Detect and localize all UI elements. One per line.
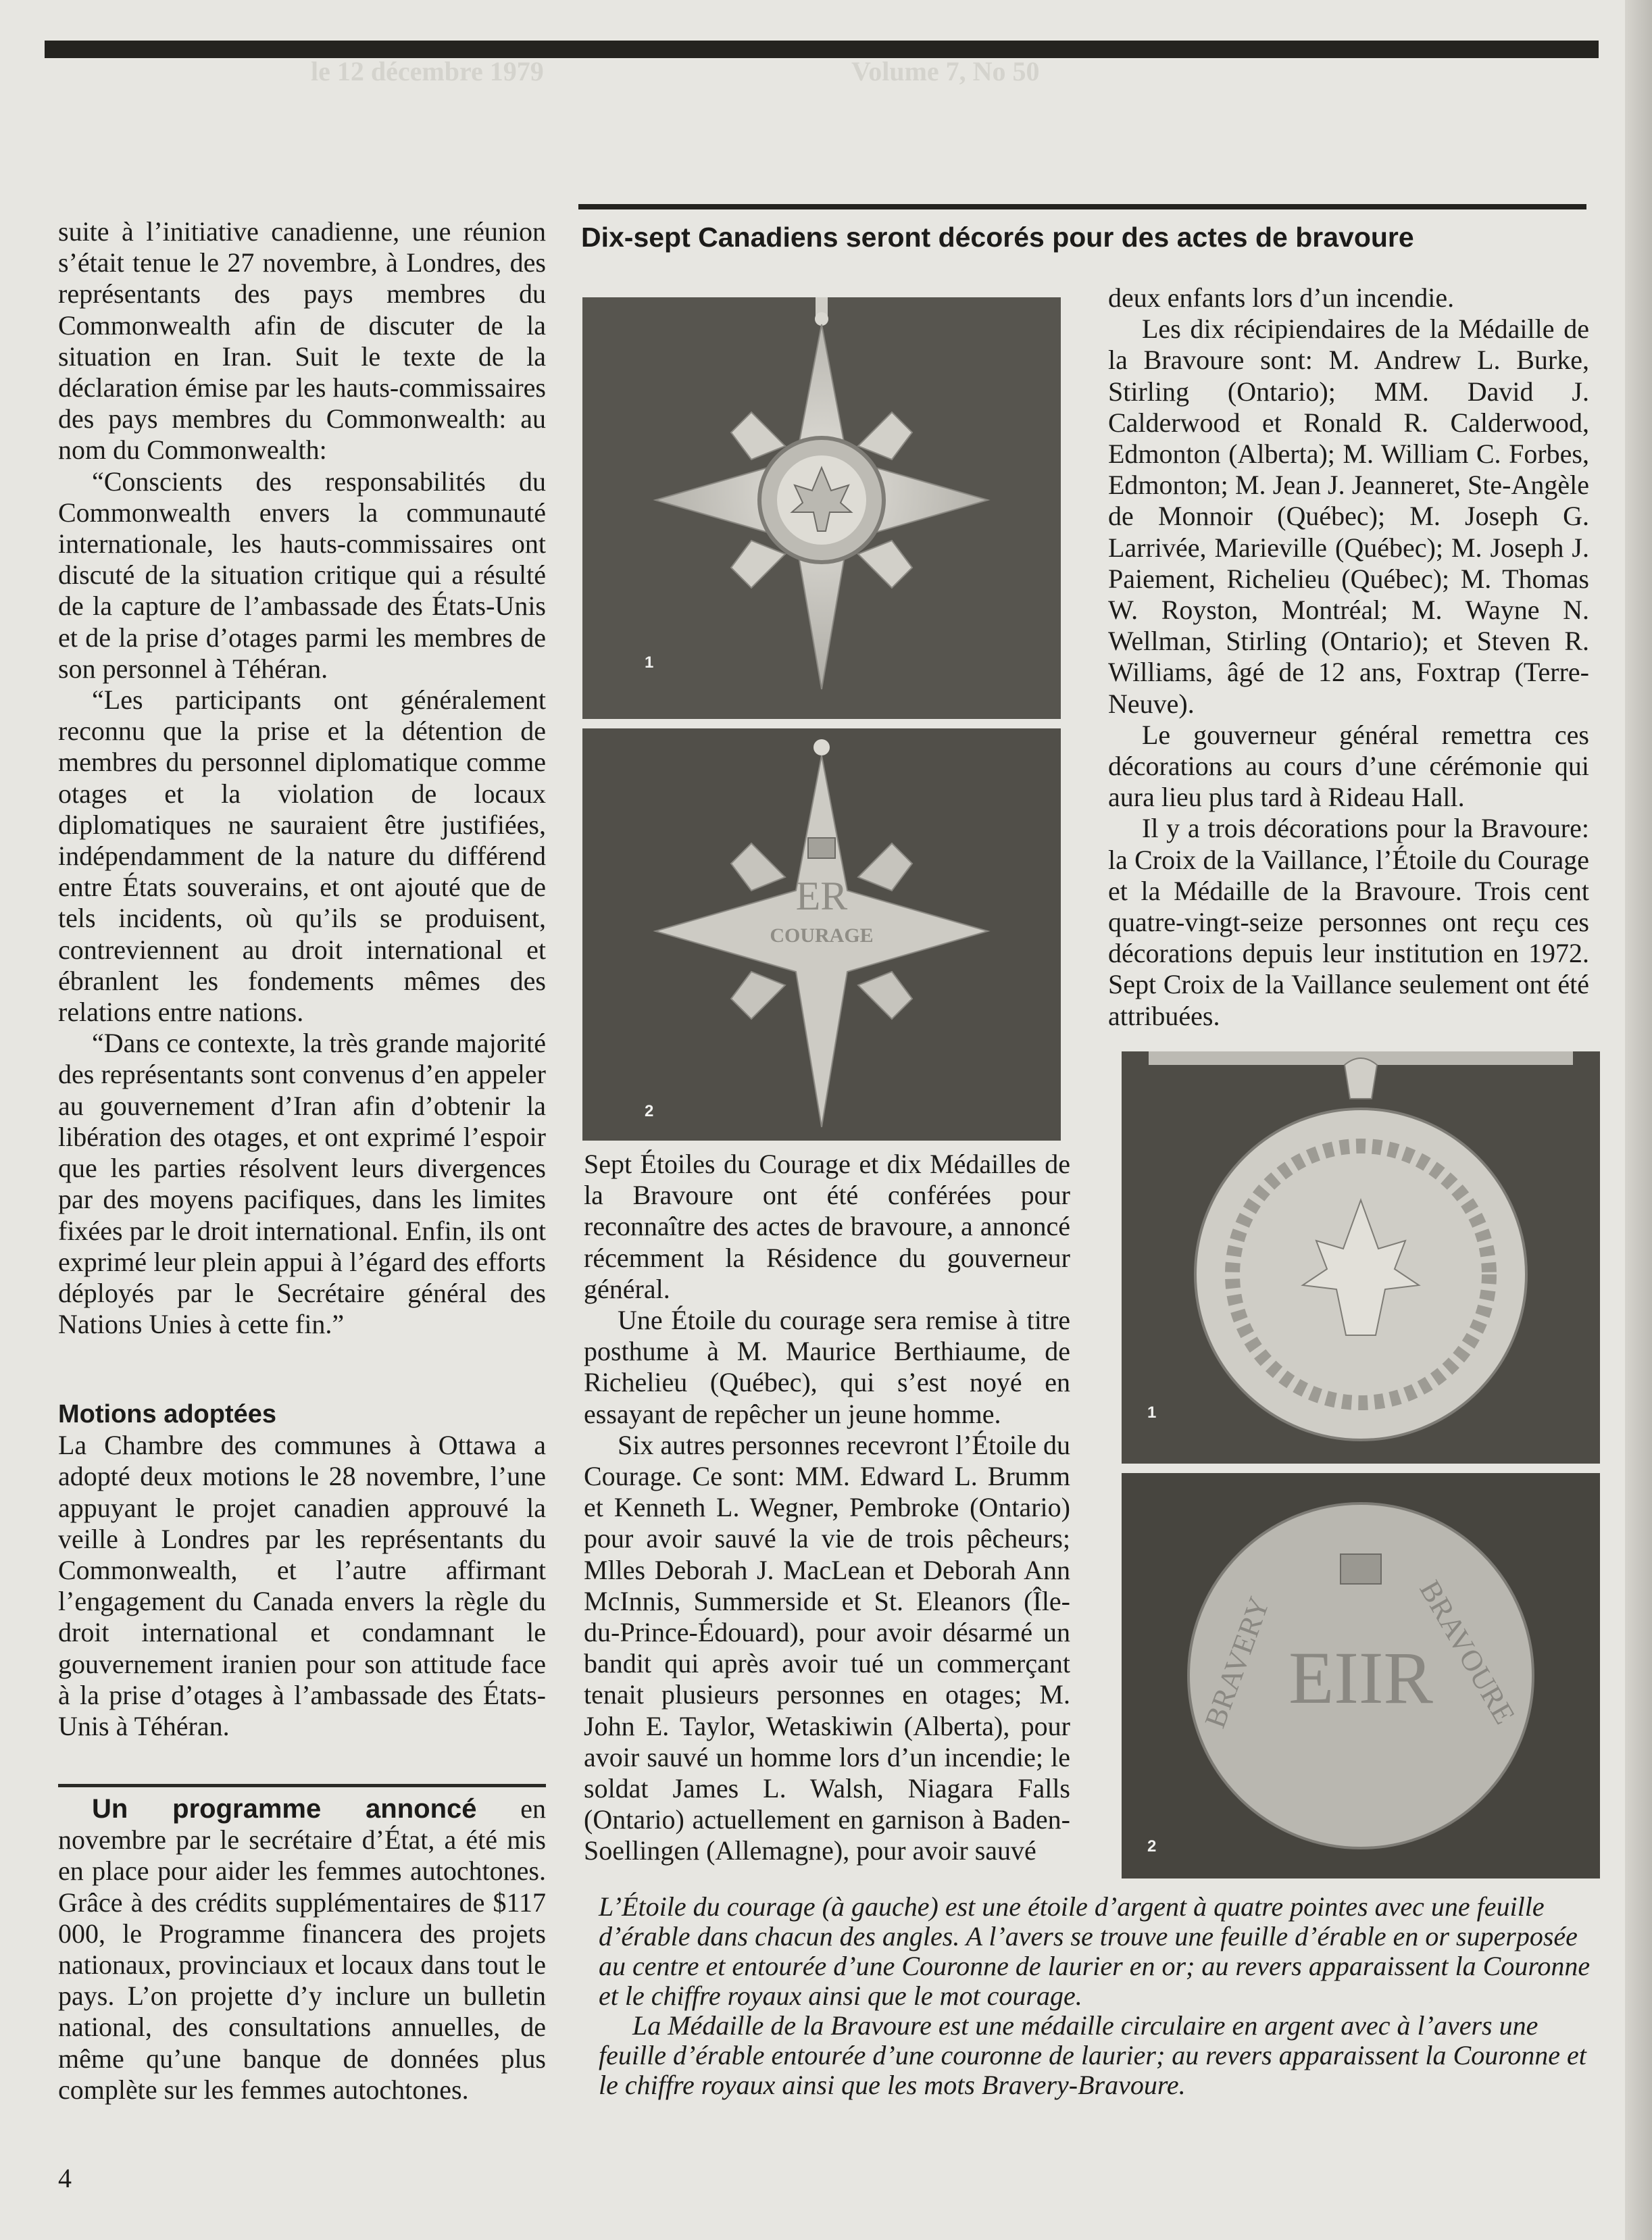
- medal-reverse-image: [1122, 1473, 1600, 1878]
- paragraph: suite à l’initiative canadienne, une réunion s’était tenue le 27 novembre, à Londres, des représentants des pays membres du Commonwealth afin de discuter de la situation en Iran. Suit le texte de la déclaration émise par les hauts-commissaires des pays membres du Commonwealth: au nom du Commonwealth:: [58, 216, 546, 466]
- star-obverse-image: [582, 297, 1061, 719]
- photo-number: 2: [1147, 1837, 1157, 1856]
- photo-number: 1: [645, 653, 654, 672]
- paragraph: Sept Étoiles du Courage et dix Médailles de la Bravoure ont été conférées pour reconnaître des actes de bravoure, a annoncé récemment la Résidence du gouverneur général.: [584, 1149, 1070, 1304]
- paragraph: Il y a trois décorations pour la Bravoure: la Croix de la Vaillance, l’Étoile du Courage et la Médaille de la Bravoure. Trois cent quatre-vingt-seize personnes ont reçu ces décorations depuis leur institution en 1972. Sept Croix de la Vaillance seulement ont été attribuées.: [1108, 813, 1589, 1031]
- brief-section: [58, 1793, 546, 2106]
- star-of-courage-obverse-photo: [582, 297, 1061, 719]
- medal-of-bravery-obverse-photo: [1122, 1051, 1600, 1464]
- brief-divider: [58, 1784, 546, 1787]
- brief-text: en novembre par le secrétaire d’État, a été mis en place pour aider les femmes autochtones. Grâce à des crédits supplémentaires de $117 000, le Programme financera des projets nationaux, provinciaux et locaux dans tout le pays. L’on projette d’y inclure un bulletin national, des consultations annuelles, de même qu’une banque de données plus complète sur les femmes autochtones.: [58, 1793, 546, 2105]
- article-column-3: [1108, 282, 1589, 1032]
- paragraph: “Les participants ont généralement reconnu que la prise et la détention de membres du personnel diplomatique comme otages et la violation de locaux diplomatiques ne sauraient être justifiées, indépendamment de la nature du différend entre États souverains, et ont ajouté que de tels incidents, où qu’ils se produisent, contreviennent au droit international et ébranlent les fondements mêmes des relations entre nations.: [58, 685, 546, 1028]
- article-column-2: [584, 1149, 1070, 1867]
- paragraph: “Dans ce contexte, la très grande majorité des représentants sont convenus d’en appeler au gouvernement d’Iran afin d’obtenir la libération des otages, et ont exprimé l’espoir que les parties résolvent leurs divergences par des moyens pacifiques, dans les limites fixées par le droit international. Enfin, ils ont exprimé leur plein appui à l’égard des efforts déployés par le Secrétaire général des Nations Unies à cette fin.”: [58, 1028, 546, 1340]
- brief-lead: Un programme annoncé: [92, 1794, 477, 1824]
- paragraph: “Conscients des responsabilités du Commonwealth envers la communauté internationale, les hauts-commissaires ont discuté de la situation critique qui a résulté de la capture de l’ambassade des États-Unis et de la prise d’otages parmi les membres de son personnel à Téhéran.: [58, 466, 546, 684]
- article-rule: [578, 204, 1586, 209]
- photo-number: 2: [645, 1102, 654, 1120]
- paragraph: Une Étoile du courage sera remise à titre posthume à M. Maurice Berthiaume, de Richelieu (Québec), qui s’est noyé en essayant de repêcher un jeune homme.: [584, 1305, 1070, 1429]
- column-1: [58, 216, 546, 1340]
- paragraph: La Chambre des communes à Ottawa a adopté deux motions le 28 novembre, l’une appuyant le projet canadien approuvé la veille à Londres par les représentants du Commonwealth, et l’autre affirmant l’engagement du Canada envers la règle du droit international et condamnant le gouvernement iranien pour son attitude face à la prise d’otages à l’ambassade des États-Unis à Téhéran.: [58, 1430, 546, 1742]
- bleed-through-header: [311, 55, 1513, 96]
- photo-captions: [599, 1892, 1592, 2100]
- paragraph: Le gouverneur général remettra ces décorations au cours d’une cérémonie qui aura lieu plus tard à Rideau Hall.: [1108, 719, 1589, 813]
- bravery-inscription: BRAVERY: [1198, 1592, 1276, 1733]
- caption: L’Étoile du courage (à gauche) est une étoile d’argent à quatre pointes avec une feuille d’érable dans chacun des angles. A l’avers se trouve une feuille d’érable en or superposée au centre et entourée d’une Couronne de laurier en or; au revers apparaissent la Couronne et le chiffre royaux ainsi que le mot courage.: [599, 1891, 1591, 2011]
- paragraph: Six autres personnes recevront l’Étoile du Courage. Ce sont: MM. Edward L. Brumm et Kenneth L. Wegner, Pembroke (Ontario) pour avoir sauvé la vie de trois pêcheurs; Mlles Deborah J. MacLean et Deborah Ann McInnis, Summerside et St. Eleanors (Île-du-Prince-Édouard), pour avoir désarmé un bandit qui après avoir tué un commerçant tenait plusieurs personnes en otages; M. John E. Taylor, Wetaskiwin (Alberta), pour avoir sauvé un homme lors d’un incendie; le soldat James L. Walsh, Niagara Falls (Ontario) actuellement en garnison à Baden-Soellingen (Allemagne), pour avoir sauvé: [584, 1429, 1070, 1866]
- royal-cipher: ER: [795, 874, 848, 918]
- paragraph: Les dix récipiendaires de la Médaille de la Bravoure sont: M. Andrew L. Burke, Stirling (Ontario); MM. David J. Calderwood et Ronald R. Calderwood, Edmonton (Alberta); M. William C. Forbes, Edmonton; M. Jean J. Jeanneret, Ste-Angèle de Monnoir (Québec); M. Joseph G. Larrivée, Marieville (Québec); M. Joseph J. Paiement, Richelieu (Québec); M. Thomas W. Royston, Montréal; M. Wayne N. Wellman, Stirling (Ontario); et Steven R. Williams, âgé de 12 ans, Foxtrap (Terre-Neuve).: [1108, 314, 1589, 719]
- date-label: le 12 décembre 1979: [311, 56, 544, 86]
- paragraph: deux enfants lors d’un incendie.: [1108, 282, 1455, 313]
- star-of-courage-reverse-photo: [582, 728, 1061, 1141]
- photo-number: 1: [1147, 1403, 1157, 1422]
- medal-of-bravery-reverse-photo: [1122, 1473, 1600, 1878]
- volume-label: Volume 7, No 50: [851, 56, 1040, 86]
- caption: La Médaille de la Bravoure est une médaille circulaire en argent avec à l’avers une feuille d’érable entourée d’une couronne de laurier; au revers apparaissent la Couronne et le chiffre royaux ainsi que les mots Bravery-Bravoure.: [599, 2010, 1586, 2100]
- royal-cipher: EIIR: [1288, 1637, 1433, 1719]
- star-reverse-image: [582, 728, 1061, 1141]
- motions-section: [58, 1399, 546, 1742]
- page-edge: [1625, 0, 1652, 2240]
- bravoure-inscription: BRAVOURE: [1413, 1574, 1522, 1730]
- page-number: 4: [58, 2163, 72, 2193]
- article-headline: Dix-sept Canadiens seront décorés pour des actes de bravoure: [581, 222, 1414, 253]
- section-heading: Motions adoptées: [58, 1400, 277, 1428]
- medal-obverse-image: [1122, 1051, 1600, 1464]
- courage-inscription: COURAGE: [770, 924, 874, 947]
